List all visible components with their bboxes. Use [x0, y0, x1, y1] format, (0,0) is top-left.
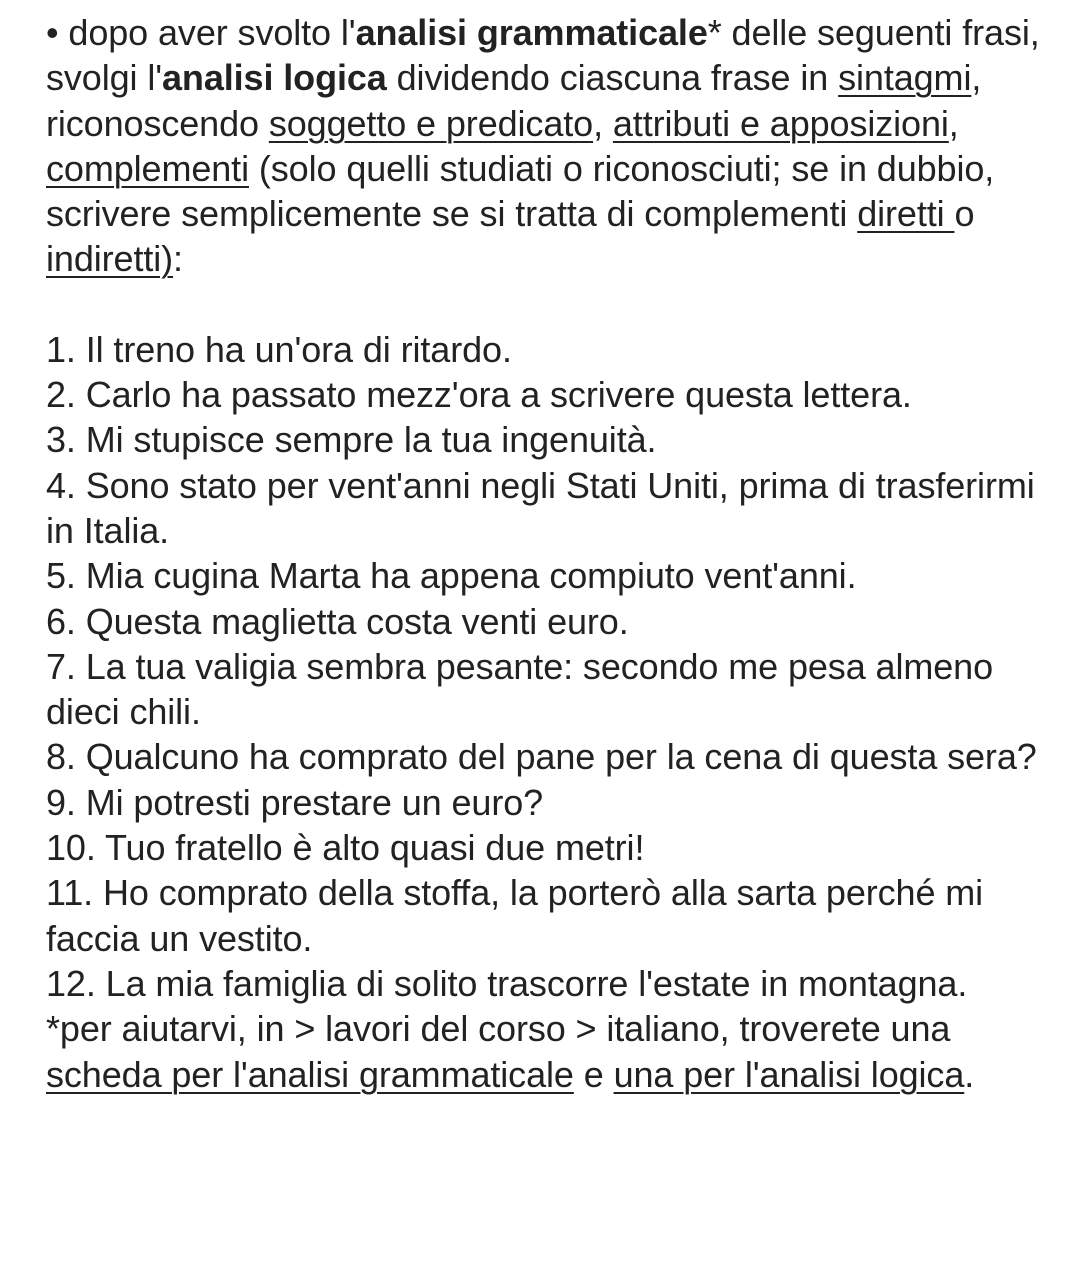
underlined-diretti: diretti — [857, 193, 955, 235]
list-item: 11. Ho comprato della stoffa, la porterò alla sarta perché mi faccia un vestito. — [46, 872, 984, 959]
list-item: 12. La mia famiglia di solito trascorre l'estate in montagna. — [46, 962, 968, 1004]
text-segment: dopo aver svolto l' — [58, 12, 356, 53]
sentence-list — [46, 327, 1040, 1006]
text-segment: o — [954, 193, 975, 235]
link-scheda-analisi-logica[interactable]: una per l'analisi logica — [613, 1053, 965, 1095]
list-item: 8. Qualcuno ha comprato del pane per la cena di questa sera? — [46, 736, 1037, 778]
text-segment: dividendo ciascuna frase in — [386, 57, 839, 99]
list-item: 2. Carlo ha passato mezz'ora a scrivere questa lettera. — [46, 374, 912, 416]
underlined-sintagmi: sintagmi — [838, 57, 972, 99]
list-item: 9. Mi potresti prestare un euro? — [46, 781, 544, 823]
text-segment: (solo quelli studiati o riconosciuti; se in dubbio, scrivere semplicemente se si tratta di complementi — [46, 147, 995, 235]
text-segment: e — [573, 1053, 614, 1095]
list-item: 3. Mi stupisce sempre la tua ingenuità. — [46, 419, 657, 461]
text-segment: , riconoscendo — [46, 57, 982, 144]
underlined-indiretti: indiretti) — [46, 238, 174, 280]
list-item: 10. Tuo fratello è alto quasi due metri! — [46, 827, 645, 869]
list-item: 4. Sono stato per vent'anni negli Stati Uniti, prima di trasferirmi in Italia. — [46, 464, 1035, 551]
list-item: 5. Mia cugina Marta ha appena compiuto vent'anni. — [46, 555, 857, 597]
text-segment: . — [964, 1053, 975, 1095]
text-segment: , — [593, 102, 613, 144]
underlined-attributi-apposizioni: attributi e apposizioni — [612, 102, 949, 144]
list-item: 7. La tua valigia sembra pesante: secondo me pesa almeno dieci chili. — [46, 645, 993, 733]
text-segment: : — [173, 238, 183, 280]
bold-term-analisi-grammaticale: analisi grammaticale — [355, 12, 708, 53]
text-segment: * delle seguenti frasi, svolgi l' — [46, 12, 1040, 99]
instructions — [46, 10, 1040, 282]
footnote — [46, 1006, 1040, 1097]
underlined-soggetto-predicato: soggetto e predicato — [268, 102, 594, 144]
list-item: 1. Il treno ha un'ora di ritardo. — [46, 328, 512, 370]
list-item: 6. Questa maglietta costa venti euro. — [46, 600, 629, 642]
link-scheda-analisi-grammaticale[interactable]: scheda per l'analisi grammaticale — [46, 1053, 574, 1095]
bold-term-analisi-logica: analisi logica — [162, 57, 387, 99]
text-segment: *per aiutarvi, in > lavori del corso > italiano, troverete una — [46, 1008, 951, 1050]
instructions-paragraph — [46, 10, 1040, 282]
text-segment: , — [948, 102, 959, 144]
underlined-complementi: complementi — [46, 147, 249, 189]
bullet: • — [46, 12, 59, 53]
blank-line — [46, 282, 1040, 327]
footnote-paragraph — [46, 1006, 1040, 1097]
